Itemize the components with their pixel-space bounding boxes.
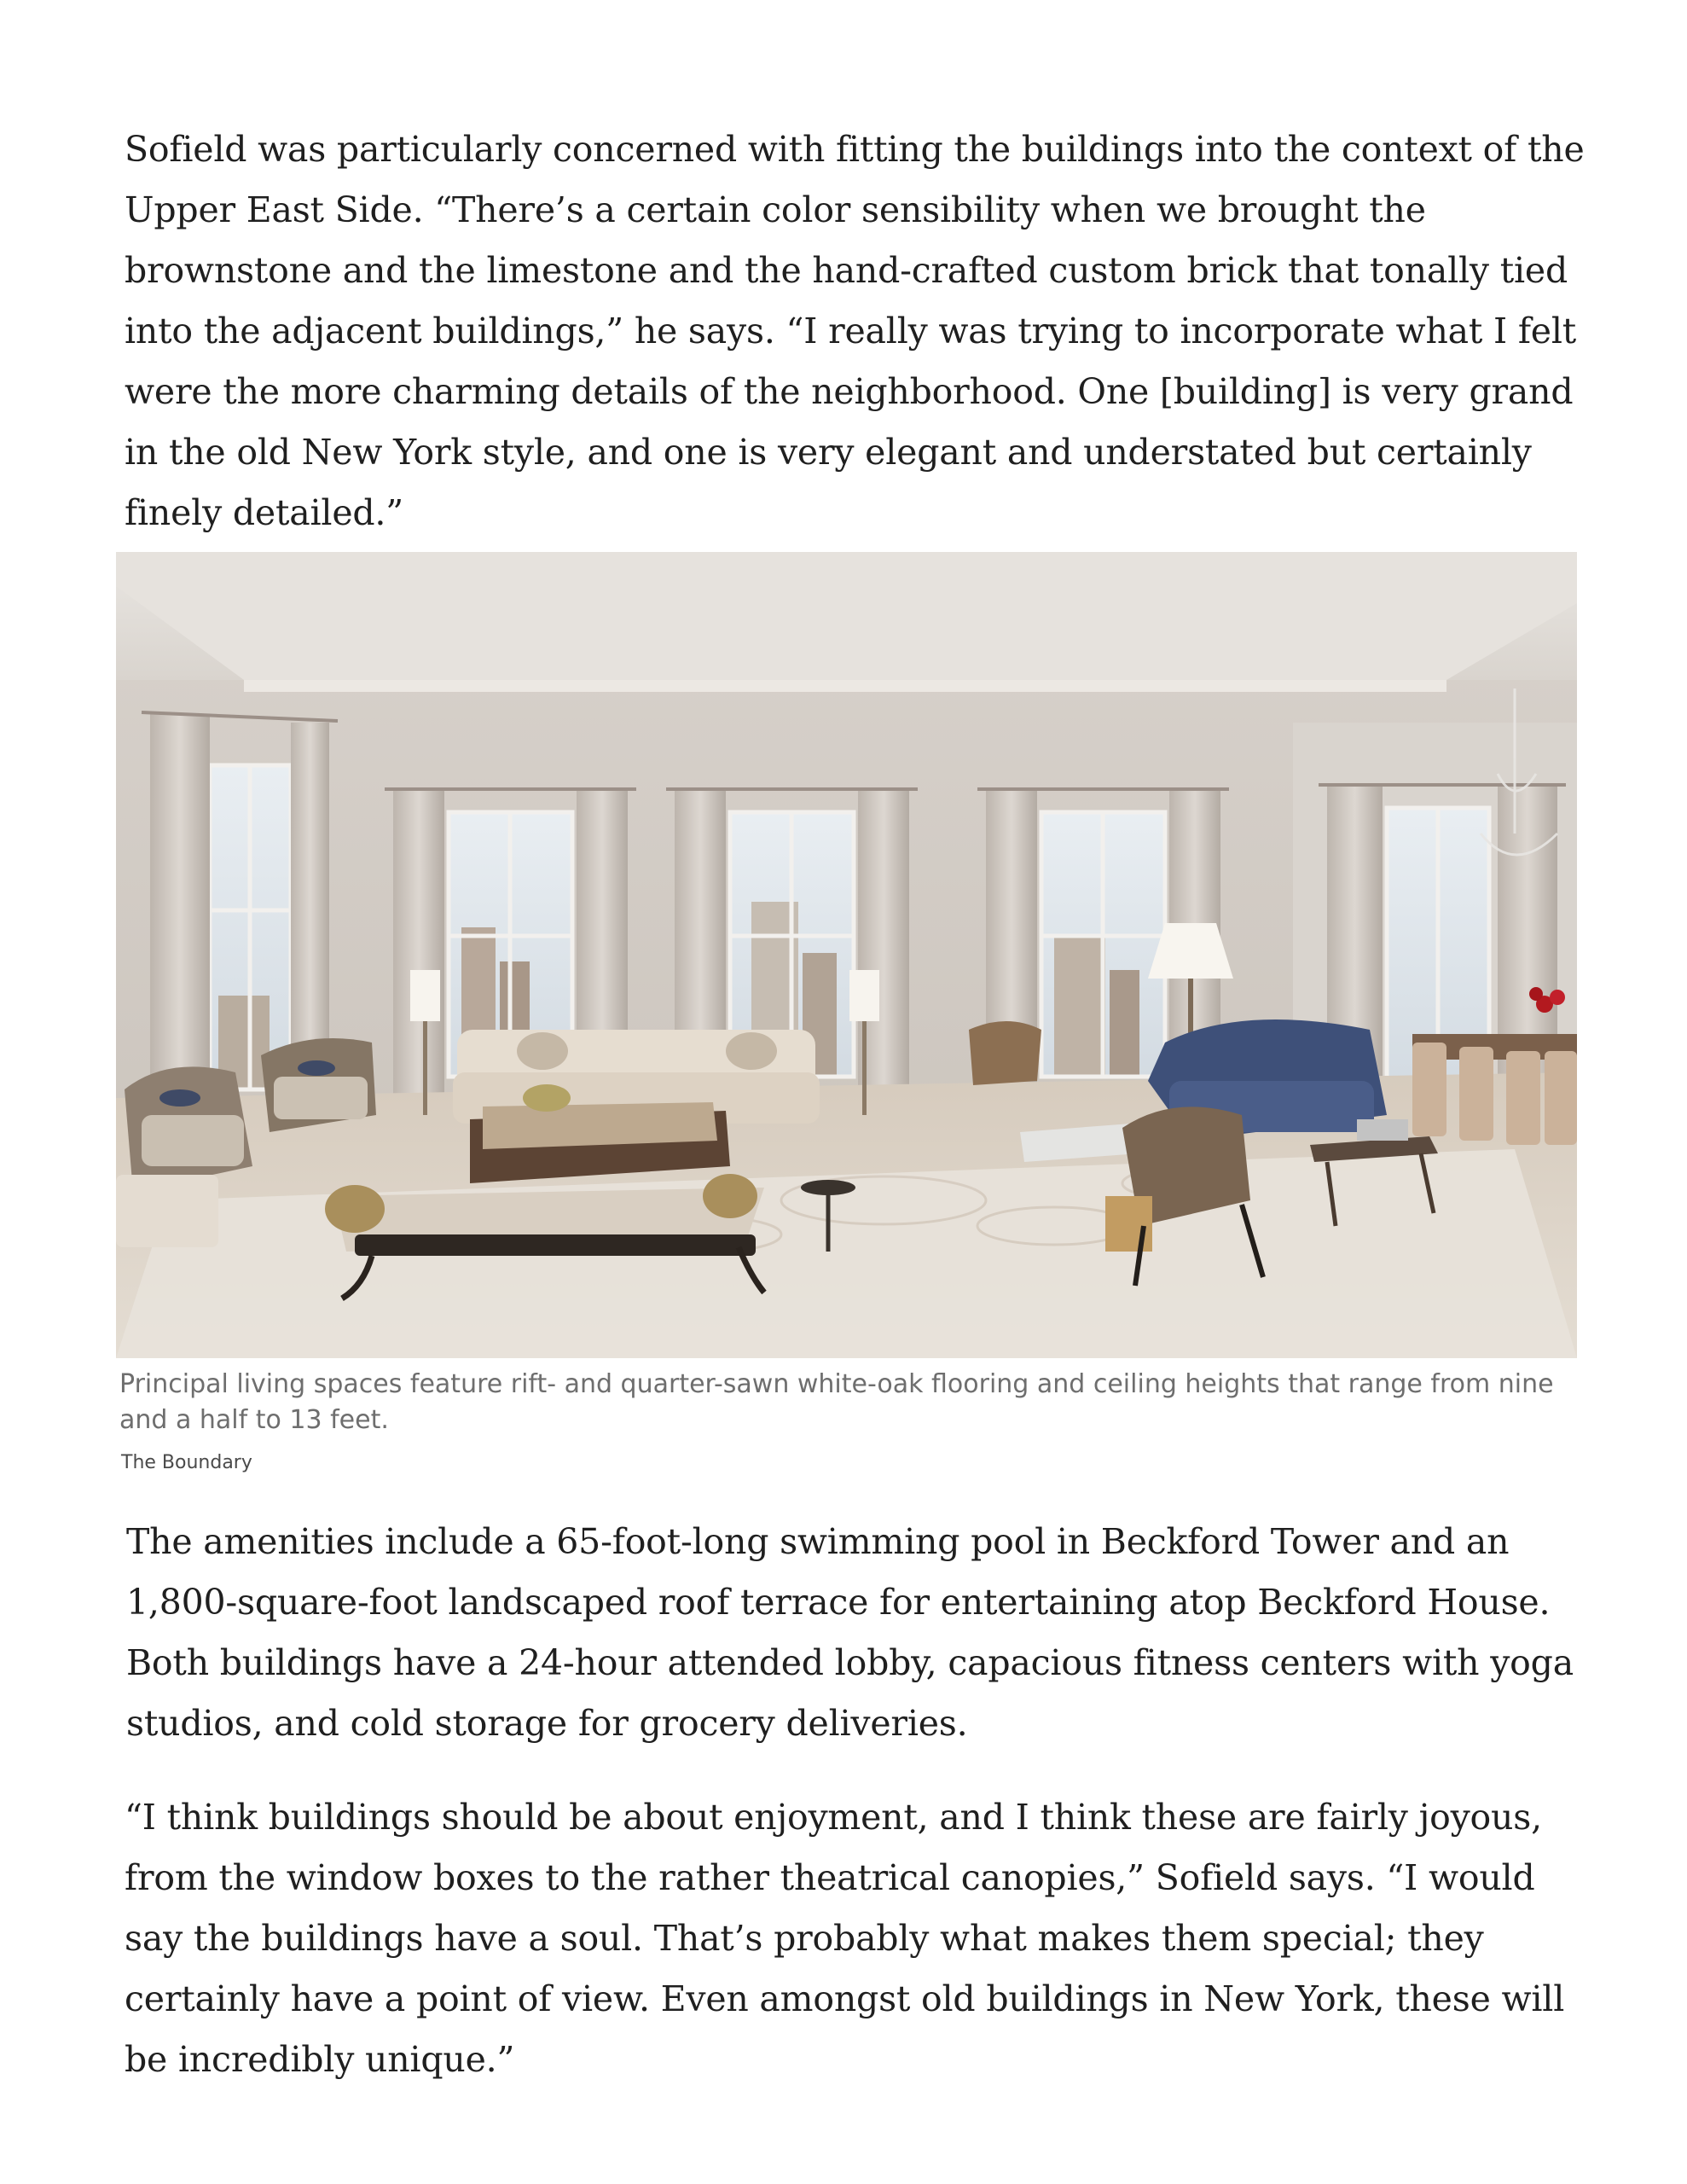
article-paragraph: “I think buildings should be about enjoyment, and I think these are fairly joyous, from the window boxes to the rather theatrical canopies,” Sofield says. “I would say the buildings have a soul. That’s probably what makes them special; they certainly have a point of view. Even amongst old buildings in New York, these will be incredibly unique.” xyxy=(125,1797,1565,2080)
photo-credit: The Boundary xyxy=(121,1452,252,1473)
article-paragraph: The amenities include a 65-foot-long swimming pool in Beckford Tower and an 1,800-square-foot landscaped roof terrace for entertaining atop Beckford House. Both buildings have a 24-hour attended lobby, capacious fitness centers with yoga studios, and cold storage for grocery deliveries. xyxy=(126,1521,1574,1744)
article-paragraph: Sofield was particularly concerned with fitting the buildings into the context of the Upper East Side. “There’s a certain color sensibility when we brought the brownstone and the limestone and the hand-crafted custom brick that tonally tied into the adjacent buildings,” he says. “I really was trying to incorporate what I felt were the more charming details of the neighborhood. One [building] is very grand in the old New York style, and one is very elegant and understated but certainly finely detailed.” xyxy=(125,129,1585,533)
figure-caption: Principal living spaces feature rift- and quarter-sawn white-oak flooring and ceiling heights that range from nine and a half to 13 feet. xyxy=(119,1369,1554,1435)
living-room-photo xyxy=(116,552,1577,1358)
